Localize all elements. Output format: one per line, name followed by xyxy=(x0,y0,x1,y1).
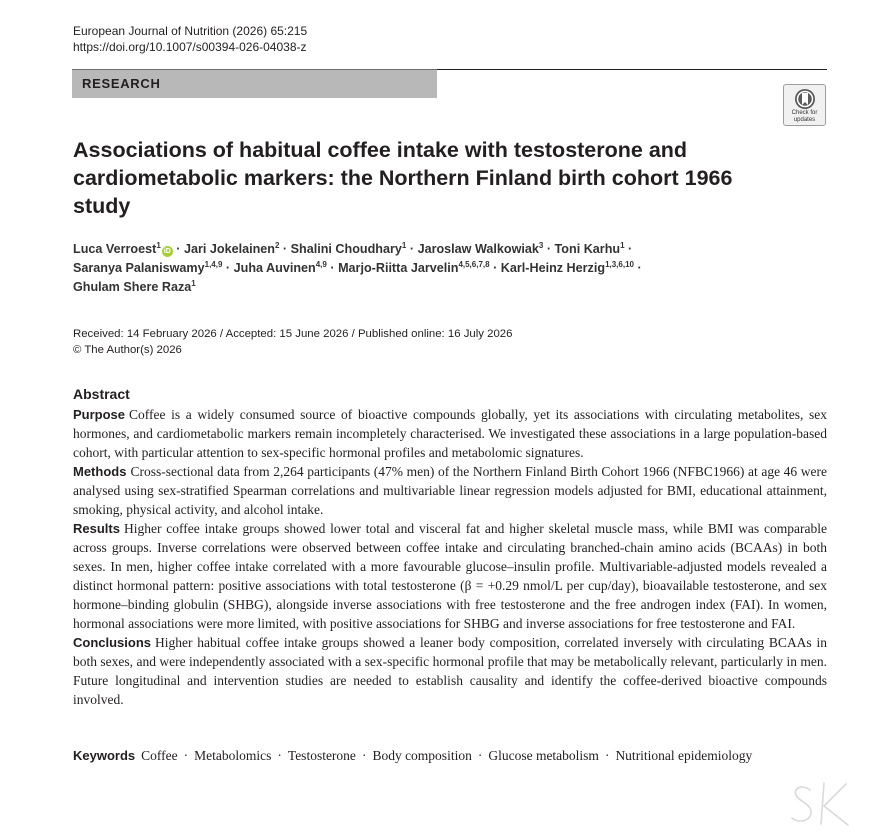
check-for-updates-button[interactable] xyxy=(783,84,826,126)
keyword: Testosterone xyxy=(287,748,356,763)
purpose-label: Purpose xyxy=(73,407,126,422)
author-list: Luca Verroest$^1$iD · Jari Jokelainen$^2$ · Shalini Choudhary$^1$ · Jaroslaw Walkowiak$^3$ · Toni Karhu$^1$ · Saranya Palaniswamy$^{1,4,9}$ · Juha Auvinen$^{4,9}$ · Marjo-Riitta Jarvelin$^{4,5,6,7,8}$ · Karl-Heinz Herzig$^{1,3,6,10}$ · Ghulam Shere Raza$^1$ xyxy=(73,241,642,294)
keywords-label: Keywords xyxy=(73,748,136,763)
author[interactable]: Saranya Palaniswamy$^{1,4,9}$ xyxy=(73,260,223,275)
crossmark-text-1: Check for xyxy=(791,110,818,116)
doi-link[interactable]: https://doi.org/10.1007/s00394-026-04038-z xyxy=(73,40,307,54)
keyword: Metabolomics xyxy=(194,748,272,763)
author[interactable]: Toni Karhu$^1$ xyxy=(554,241,625,256)
author[interactable]: Karl-Heinz Herzig$^{1,3,6,10}$ xyxy=(500,260,634,275)
abstract-purpose: Purpose Coffee is a widely consumed source of bioactive compounds globally, yet its associations with circulating metabolites, sex hormones, and cardiometabolic markers remain incompletely characterised. We investigated these associations in a large population-based cohort, with particular attention to sex-specific hormonal profiles and metabolomic signatures. xyxy=(73,407,827,460)
keyword: Nutritional epidemiology xyxy=(615,748,753,763)
author[interactable]: Luca Verroest$^1$ xyxy=(73,241,161,256)
keyword: Body composition xyxy=(372,748,472,763)
methods-label: Methods xyxy=(73,464,127,479)
keyword: Coffee xyxy=(141,748,178,763)
publication-dates xyxy=(73,327,512,358)
author[interactable]: Ghulam Shere Raza$^1$ xyxy=(73,279,196,294)
crossmark-text-2: updates xyxy=(793,116,816,123)
results-label: Results xyxy=(73,521,120,536)
journal-citation: European Journal of Nutrition (2026) 65:215 xyxy=(73,24,308,38)
journal-header xyxy=(73,23,307,55)
crossmark-icon xyxy=(793,88,817,110)
author[interactable]: Marjo-Riitta Jarvelin$^{4,5,6,7,8}$ xyxy=(338,260,490,275)
section-banner xyxy=(72,69,437,98)
watermark-signature xyxy=(788,778,858,830)
author[interactable]: Shalini Choudhary$^1$ xyxy=(290,241,407,256)
abstract-conclusions: Conclusions Higher habitual coffee intake groups showed a leaner body composition, correlated inversely with circulating BCAAs in both sexes, and were independently associated with a sex-specific hormonal profile that may be metabolically relevant, particularly in men. Future longitudinal and intervention studies are needed to establish causality and identify the coffee-derived bioactive compounds involved. xyxy=(73,635,827,707)
author[interactable]: Juha Auvinen$^{4,9}$ xyxy=(233,260,327,275)
history-dates: Received: 14 February 2026 / Accepted: 15 June 2026 / Published online: 16 July 2026 xyxy=(73,328,513,340)
keywords: Keywords Coffee · Metabolomics · Testosterone · Body composition · Glucose metabolism · Nutritional epidemiology xyxy=(73,748,753,763)
conclusions-label: Conclusions xyxy=(73,635,152,650)
author[interactable]: Jaroslaw Walkowiak$^3$ xyxy=(417,241,544,256)
copyright: © The Author(s) 2026 xyxy=(73,343,182,356)
abstract-body xyxy=(73,405,827,709)
article-title: Associations of habitual coffee intake with testosterone and cardiometabolic markers: the Northern Finland birth cohort 1966 study xyxy=(73,138,733,218)
keyword: Glucose metabolism xyxy=(488,748,599,763)
abstract-methods: Methods Cross-sectional data from 2,264 participants (47% men) of the Northern Finland Birth Cohort 1966 (NFBC1966) at age 46 were analysed using sex-stratified Spearman correlations and multivariable linear regression models adjusted for BMI, educational attainment, smoking, physical activity, and alcohol intake. xyxy=(73,464,827,517)
header-rule xyxy=(437,69,827,70)
abstract-results: Results Higher coffee intake groups showed lower total and visceral fat and higher skeletal muscle mass, while BMI was comparable across groups. Inverse correlations were observed between coffee intake and circulating branched-chain amino acids (BCAAs) in both sexes. In men, higher coffee intake correlated with a more favourable glucose–insulin profile. Multivariable-adjusted models revealed a distinct hormonal pattern: positive associations with total testosterone (β = +0.29 nmol/L per cup/day), bioavailable testosterone, and sex hormone–binding globulin (SHBG), alongside inverse associations with free testosterone and the free androgen index (FAI). In women, hormonal associations were more limited, with positive associations for SHBG and inverse associations for free testosterone and FAI. xyxy=(73,521,827,631)
orcid-icon[interactable]: iD xyxy=(163,248,171,255)
section-label: RESEARCH xyxy=(82,76,161,91)
abstract-heading: Abstract xyxy=(73,386,130,402)
author[interactable]: Jari Jokelainen$^2$ xyxy=(183,241,280,256)
